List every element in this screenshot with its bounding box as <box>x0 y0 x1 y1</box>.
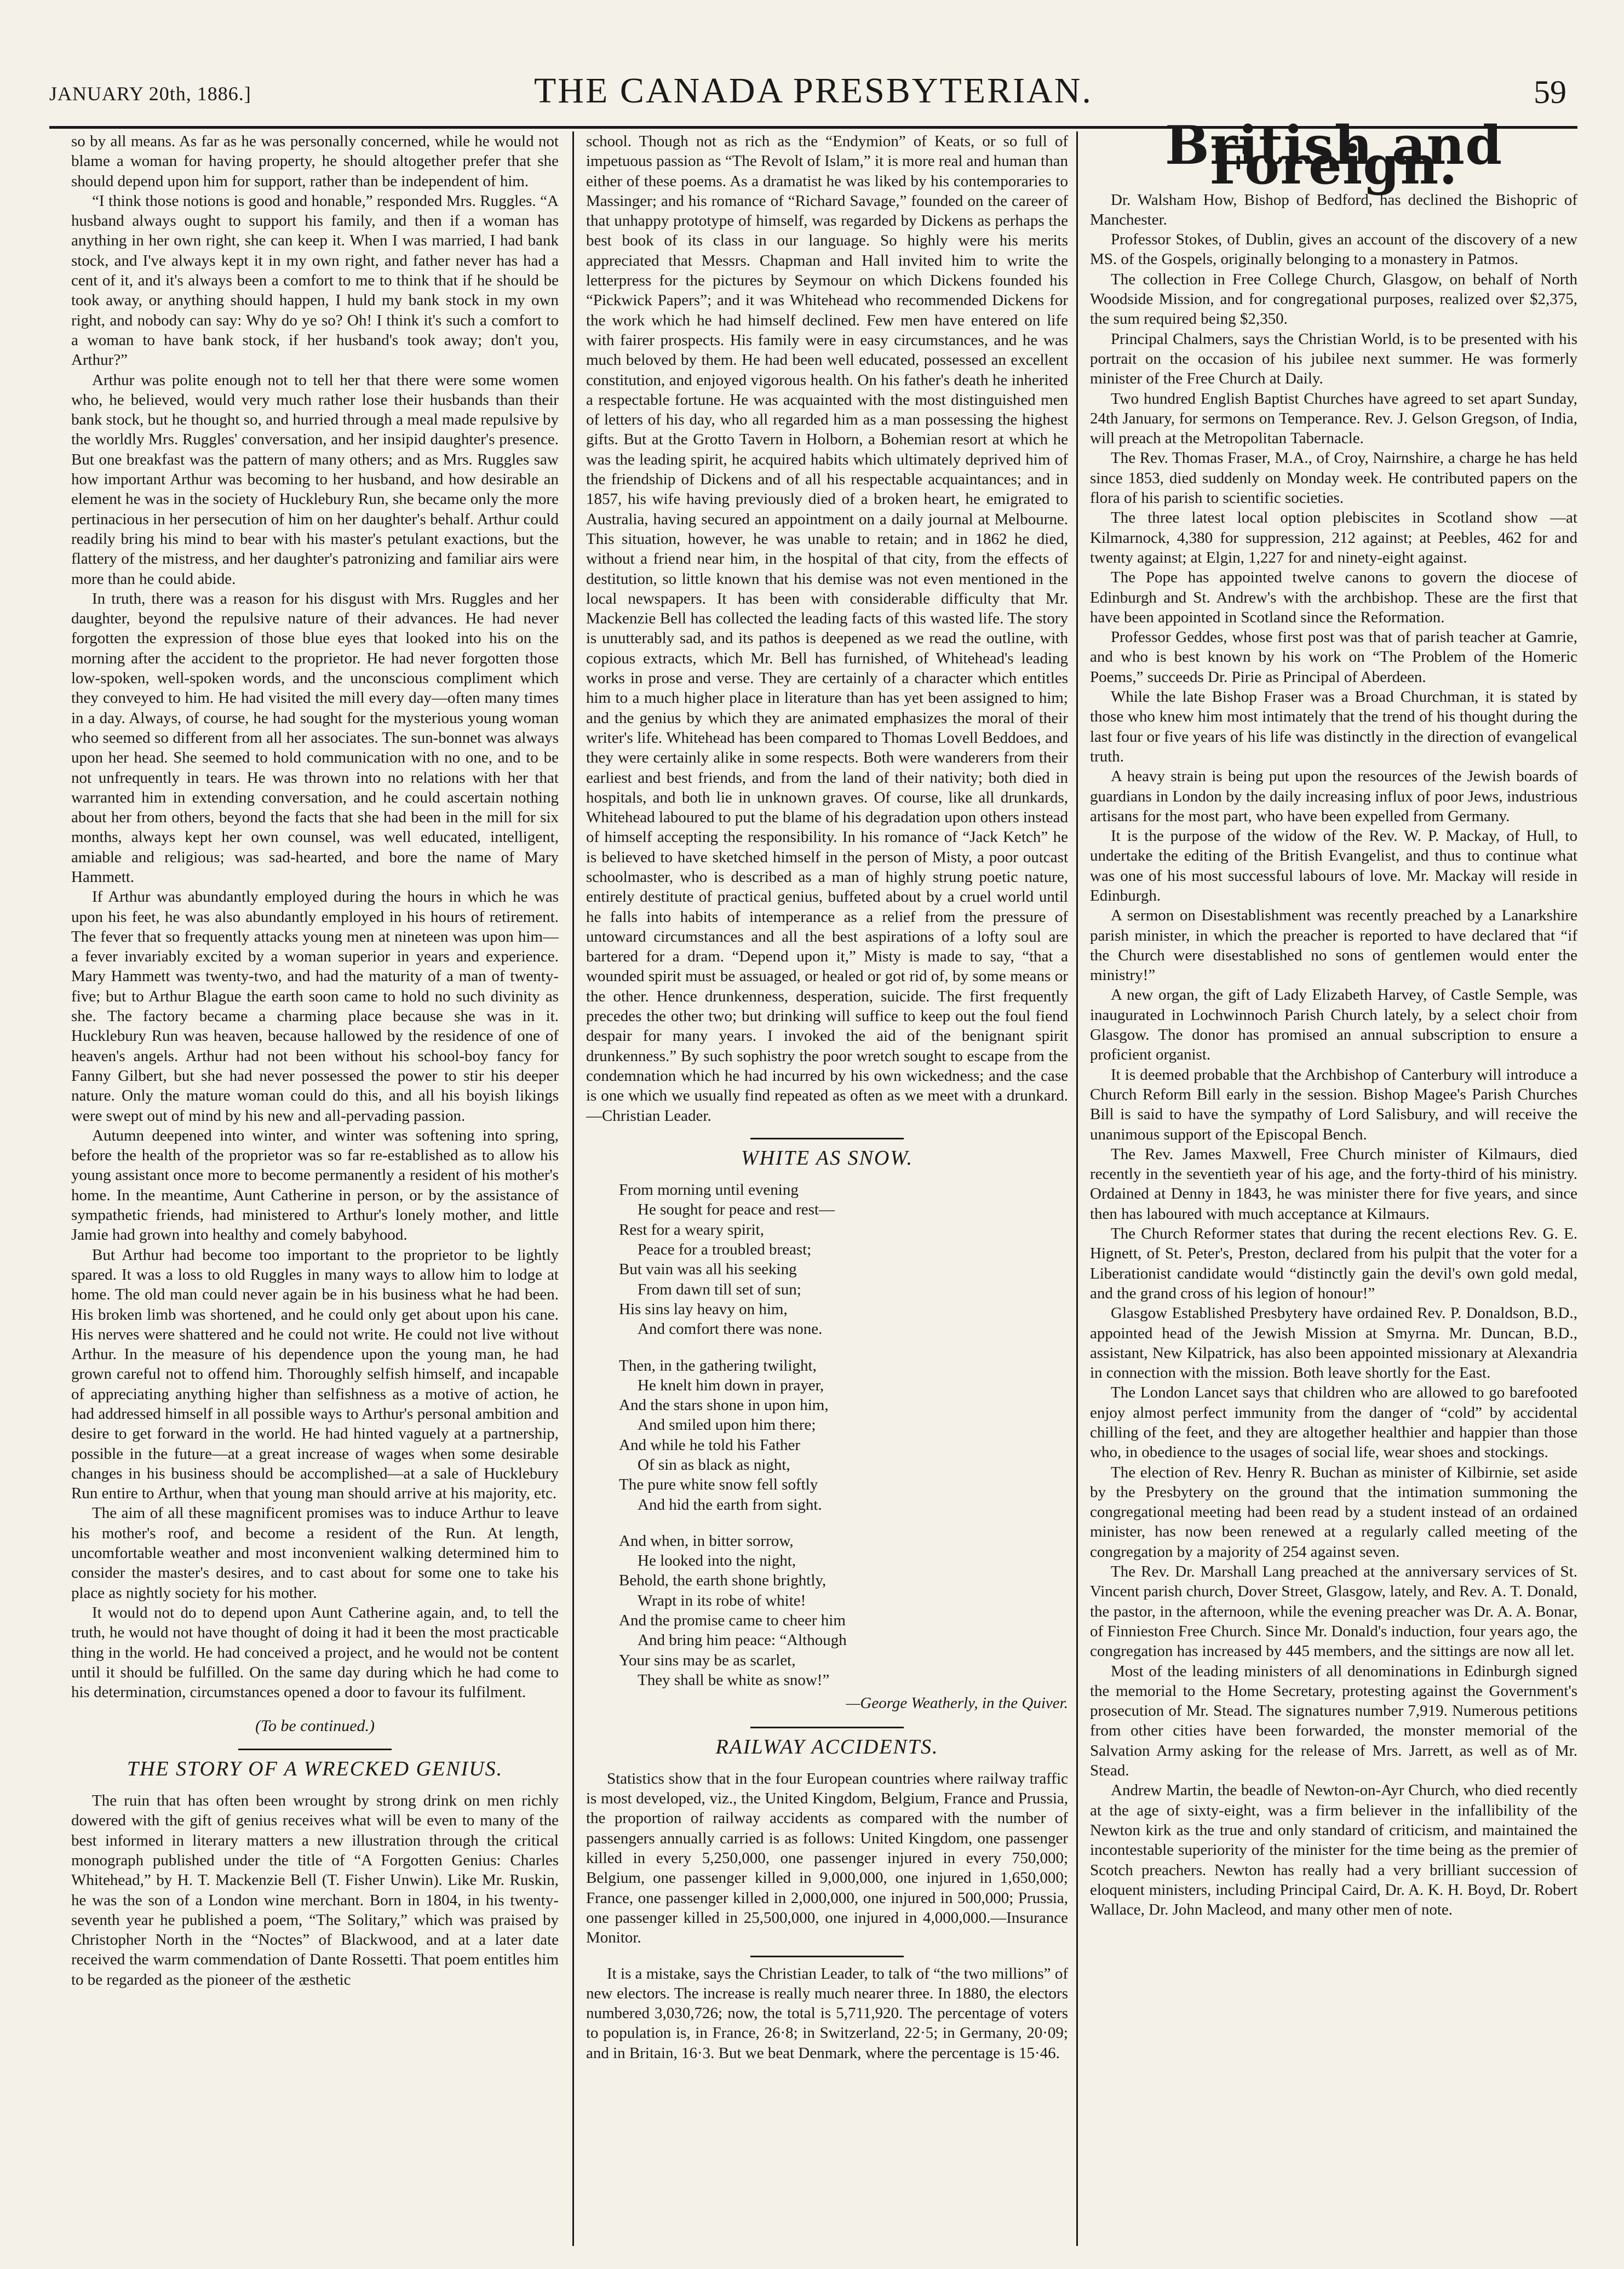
poem-line: He knelt him down in prayer, <box>638 1376 824 1394</box>
paragraph: It would not do to depend upon Aunt Catherine again, and, to tell the truth, he would not have thought of doing it had it been the most practicable thing in the world. He had conceived a project, and he would not be content until it should be fulfilled. On the same day during which he had come to his determination, circumstances opened a door to favour its fulfilment. <box>71 1603 559 1701</box>
to-be-continued: (To be continued.) <box>255 1717 375 1735</box>
masthead-title: THE CANADA PRESBYTERIAN. <box>534 71 1093 111</box>
paragraph: But Arthur had become too important to the proprietor to be lightly spared. It was a loss to old Ruggles in many ways to allow him to lodge at home. The old man could never again be in his business what he had been. His broken limb was shortened, and he could only get about upon his cane. His nerves were shattered and he could not write. He could not live without Arthur. In the measure of his dependence upon the young man, he had grown careful not to offend him. Thoroughly selfish himself, and incapable of appreciating anything higher than selfishness as a motive of action, he had addressed himself in all possible ways to Arthur's personal ambition and desire to get forward in the world. He had hinted vaguely at a partnership, possible in the future—at a great increase of wages when some desirable changes in his business should be accomplished—at a sale of Hucklebury Run entire to Arthur, when that young man should arrive at his majority, etc. <box>71 1246 559 1503</box>
paragraph: It is a mistake, says the Christian Leader, to talk of “the two millions” of new electors. The increase is really much nearer three. In 1880, the electors numbered 3,030,726; now, the total is 5,711,920. The percentage of voters to population is, in France, 26·8; in Switzerland, 22·5; in Germany, 20·09; and in Britain, 16·3. But we beat Denmark, where the percentage is 15·46. <box>586 1964 1068 2062</box>
poem-line: From dawn till set of sun; <box>638 1280 801 1298</box>
section-rule <box>750 1727 904 1728</box>
paragraph: “I think those notions is good and honable,” responded Mrs. Ruggles. “A husband always ought to support his family, and then if a woman has anything in her own right, she can keep it. When I was married, I had bank stock, and I've always kept it in my own right, and father never has had a cent of it, and it's always been a comfort to me to think that if he should be took away, or anything should happen, I huld my bank stock in my own right, and nobody can say: Why do ye so? Oh! I think it's such a comfort to a woman to have bank stock, if her husband's took away; don't you, Arthur?” <box>71 192 559 369</box>
issue-date: JANUARY 20th, 1886.] <box>49 83 251 105</box>
poem-line: And when, in bitter sorrow, <box>619 1532 794 1550</box>
page-number: 59 <box>1534 74 1566 110</box>
news-item: The Pope has appointed twelve canons to govern the diocese of Edinburgh and St. Andrew's with the archbishop. These are the first that have been appointed in Scotland since the Reformation. <box>1090 569 1577 626</box>
news-item: The collection in Free College Church, Glasgow, on behalf of North Woodside Mission, and for congregational purposes, realized over $2,375, the sum required being $2,350. <box>1090 270 1577 328</box>
poem-line: Behold, the earth shone brightly, <box>619 1572 827 1590</box>
poem-line: But vain was all his seeking <box>619 1260 797 1279</box>
poem-line: And while he told his Father <box>619 1436 801 1454</box>
news-item: Principal Chalmers, says the Christian World, is to be presented with his portrait on the occasion of his jubilee next summer. He was formerly minister of the Free Church at Daily. <box>1090 330 1577 388</box>
column-divider <box>572 131 574 2246</box>
news-item: Professor Geddes, whose first post was that of parish teacher at Gamrie, and who is best known by his work on “The Problem of the Homeric Poems,” succeeds Dr. Pirie as Principal of Aberdeen. <box>1090 628 1577 686</box>
news-item: Two hundred English Baptist Churches have agreed to set apart Sunday, 24th January, for sermons on Temperance. Rev. J. Gelson Gregson, of India, will preach at the Metropolitan Tabernacle. <box>1090 389 1577 448</box>
news-item: The three latest local option plebiscites in Scotland show —at Kilmarnock, 4,380 for suppression, 212 against; at Peebles, 462 for and twenty against; at Elgin, 1,227 for and ninety-eight against. <box>1090 509 1577 566</box>
news-item: The election of Rev. Henry R. Buchan as minister of Kilbirnie, set aside by the Presbytery on the ground that the intimation summoning the congregational meeting had been read by a student instead of an ordained minister, has now been renewed at a regularly called meeting of the congregation by a majority of 254 against seven. <box>1090 1463 1577 1561</box>
news-item: The Rev. James Maxwell, Free Church minister of Kilmaurs, died recently in the seventieth year of his age, and the forty-third of his ministry. Ordained at Denny in 1843, he was minister there for five years, and since then has laboured with much acceptance at Kilmaurs. <box>1090 1145 1577 1223</box>
poem-line: And comfort there was none. <box>638 1320 823 1338</box>
paragraph: school. Though not as rich as the “Endymion” of Keats, or so full of impetuous passion as “The Revolt of Islam,” it is more real and human than either of these poems. As a dramatist he was liked by his contemporaries to Massinger; and his romance of “Richard Savage,” founded on the career of that unhappy prototype of himself, was regarded by Dickens as perhaps the best book of its class in our language. So highly were his merits appreciated that Messrs. Chapman and Hall invited him to write the letterpress for the pictures by Seymour on which Dickens founded his “Pickwick Papers”; and it was Whitehead who recommended Dickens for the work which he had himself declined. Few men have entered on life with fairer prospects. His family were in easy circumstances, and he was much beloved by them. He had been well educated, possessed an excellent constitution, and enjoyed vigorous health. On his father's death he inherited a respectable fortune. He was acquainted with the most distinguished men of letters of his day, who all regarded him as a man possessing the highest gifts. But at the Grotto Tavern in Holborn, a Bohemian resort at which he was the leading spirit, he acquired habits which ultimately deprived him of the friendship of Dickens and of all his respectable acquaintances; and in 1857, his wife having previously died of a broken heart, he emigrated to Australia, having secured an appointment on a daily journal at Melbourne. This situation, however, he was unable to retain; and in 1862 he died, without a friend near him, in the hospital of that city, from the effects of destitution, so little known that his demise was not even mentioned in the local newspapers. It has been with considerable difficulty that Mr. Mackenzie Bell has collected the leading facts of this wasted life. The story is unutterably sad, and its pathos is deepened as we read the outline, with copious extracts, which Mr. Bell has furnished, of Whitehead's leading works in prose and verse. They are certainly of a character which entitles him to a much higher place in literature than has yet been assigned to him; and the genius by which they are animated emphasizes the moral of their writer's life. Whitehead has been compared to Thomas Lovell Beddoes, and they were certainly alike in some respects. Both were wanderers from their earliest and best friends, and from the land of their nativity; both died in hospitals, and both lie in unknown graves. Of course, like all drunkards, Whitehead laboured to put the blame of his degradation upon others instead of himself accepting the responsibility. In his romance of “Jack Ketch” he is believed to have sketched himself in the person of Misty, a poor outcast schoolmaster, who is described as a man of highly strung poetic nature, entirely destitute of practical genius, buffeted about by a cruel world until he falls into habits of intemperance as a relief from the pressure of untoward circumstances and all the best aspirations of a lofty soul are bartered for a dram. “Depend upon it,” Misty is made to say, “that a wounded spirit must be assuaged, or healed or got rid of, by some means or the other. Hence drunkenness, desperation, suicide. The first frequently precedes the other two; but drinking will suffice to keep out the foul fiend despair for many years. I invoked the aid of the benignant spirit drunkenness.” By such sophistry the poor wretch sought to escape from the condemnation which he had incurred by his own wickedness; and the case is one which we usually find repeated as often as we meet with a drunkard.—Christian Leader. <box>586 133 1068 1125</box>
news-item: The Rev. Thomas Fraser, M.A., of Croy, Nairnshire, a charge he has held since 1853, died suddenly on Monday week. He contributed papers on the flora of his parish to scientific societies. <box>1090 449 1577 507</box>
poem-line: His sins lay heavy on him, <box>619 1300 788 1318</box>
section-rule <box>750 1138 904 1139</box>
paragraph: If Arthur was abundantly employed during the hours in which he was upon his feet, he was also abundantly employed in his hours of retirement. The fever that so frequently attacks young men at nineteen was upon him—a fever invariably excited by a woman superior in years and experience. Mary Hammett was twenty-two, and had the maturity of a man of twenty-five; but to Arthur Blague the earth soon came to hold no such divinity as she. The factory became a charming place because she was in it. Hucklebury Run was heaven, because hallowed by the residence of one of heaven's angels. Arthur had not been without his school-boy fancy for Fanny Gilbert, but she had never possessed the power to stir his deeper nature. Only the mature woman could do this, and all his boyish likings were swept out of mind by his new and all-pervading passion. <box>71 888 559 1125</box>
poem-line: The pure white snow fell softly <box>619 1476 818 1494</box>
poem-line: He sought for peace and rest— <box>638 1201 835 1219</box>
poem-line: From morning until evening <box>619 1181 799 1199</box>
poem-stanza <box>619 1356 1068 1515</box>
paragraph: In truth, there was a reason for his disgust with Mrs. Ruggles and her daughter, beyond the repulsive nature of their advances. He had never forgotten the expression of those blue eyes that looked into his on the morning after the accident to the proprietor. He had never forgotten those low-spoken, well-spoken words, and the unconscious compliment which they conveyed to him. He had visited the mill every day—often many times in a day. Always, of course, he had sought for the mysterious young woman who seemed so different from all her associates. The sun-bonnet was always upon her head. She seemed to hold communication with no one, and to be not unfrequently in tears. He was thrown into no relations with her that warranted him in extending conversation, and he could ascertain nothing about her from others, beyond the facts that she had been in the mill for six months, always kept her own counsel, was well educated, intelligent, amiable and religious; was sad-hearted, and bore the name of Mary Hammett. <box>71 589 559 886</box>
poem-attribution: —George Weatherly, in the Quiver. <box>846 1694 1068 1712</box>
news-item: A new organ, the gift of Lady Elizabeth Harvey, of Castle Semple, was inaugurated in Lochwinnoch Parish Church lately, by a select choir from Glasgow. The donor has promised an annual subscription to ensure a proficient organist. <box>1090 986 1577 1064</box>
news-item: A heavy strain is being put upon the resources of the Jewish boards of guardians in London by the daily increasing influx of poor Jews, industrious artisans for the most part, who have been expelled from Germany. <box>1090 767 1577 825</box>
news-item: It is the purpose of the widow of the Rev. W. P. Mackay, of Hull, to undertake the editing of the British Evangelist, and thus to continue what was one of his most successful labours of love. Mr. Mackay will reside in Edinburgh. <box>1090 827 1577 904</box>
page-header <box>49 66 1577 115</box>
paragraph: The aim of all these magnificent promises was to induce Arthur to leave his mother's roof, and become a resident of the Run. At length, uncomfortable weather and most inconvenient walking determined him to consider the master's desires, and to cast about for some one to take his place as nightly society for his mother. <box>71 1504 559 1602</box>
poem-line: Then, in the gathering twilight, <box>619 1356 817 1374</box>
news-item: While the late Bishop Fraser was a Broad Churchman, it is stated by those who knew him most intimately that the trend of his thought during the last four or five years of his life was distinctly in the direction of evangelical truth. <box>1090 688 1577 765</box>
column-1 <box>71 131 559 2251</box>
paragraph: Arthur was polite enough not to tell her that there were some women who, he believed, would very much rather lose their husbands than their bank stock, but he thought so, and hurried through a meal made repulsive by the worldly Mrs. Ruggles' conversation, and her insipid daughter's presence. But one breakfast was the pattern of many others; and as Mrs. Ruggles saw how important Arthur was becoming to her husband, and how desirable an element he was in the society of Hucklebury Run, she became only the more pertinacious in her persecution of him on her daughter's behalf. Arthur could readily bring his mind to bear with his master's petulant exactions, but the flattery of the mistress, and her daughter's patronizing and familiar airs were more than he could abide. <box>71 371 559 588</box>
poem-line: Peace for a troubled breast; <box>638 1241 812 1259</box>
section-rule <box>238 1749 392 1750</box>
poem-stanza <box>619 1180 1068 1339</box>
poem-line: And the promise came to cheer him <box>619 1612 846 1630</box>
column-3 <box>1090 114 1577 2251</box>
poem-title: WHITE AS SNOW. <box>741 1146 914 1170</box>
news-item: A sermon on Disestablishment was recently preached by a Lanarkshire parish minister, in which the preacher is reported to have declared that “if the Church were disestablished no sons of gentlemen would enter the ministry!” <box>1090 907 1577 984</box>
poem-line: And smiled upon him there; <box>638 1416 816 1434</box>
paragraph: so by all means. As far as he was personally concerned, while he would not blame a woman for having property, he should altogether prefer that she should depend upon him for support, rather than be independent of him. <box>71 133 559 190</box>
poem-stanza <box>619 1531 1068 1690</box>
poem-line: Rest for a weary spirit, <box>619 1221 764 1239</box>
poem-line: And hid the earth from sight. <box>638 1496 822 1514</box>
column-divider <box>1076 131 1078 2246</box>
news-item: It is deemed probable that the Archbishop of Canterbury will introduce a Church Reform Bill early in the session. Bishop Magee's Parish Churches Bill is said to have the sympathy of Lord Salisbury, and will receive the unanimous support of the Episcopal Bench. <box>1090 1065 1577 1143</box>
column-2 <box>586 131 1068 2251</box>
poem-line: Of sin as black as night, <box>638 1456 790 1474</box>
poem-line: And bring him peace: “Although <box>638 1631 847 1649</box>
section-rule <box>750 1956 904 1957</box>
section-title-wrecked-genius: THE STORY OF A WRECKED GENIUS. <box>127 1757 503 1780</box>
paragraph: The ruin that has often been wrought by strong drink on men richly dowered with the gift of genius receives what will be even to many of the best informed in literary matters a new illustration through the critical monograph published under the title of “A Forgotten Genius: Charles Whitehead,” by H. T. Mackenzie Bell (T. Fisher Unwin). Like Mr. Ruskin, he was the son of a London wine merchant. Born in 1804, in his twenty-seventh year he published a poem, “The Solitary,” which was praised by Christopher North in the “Noctes” of Blackwood, and at a later date received the warm commendation of Dante Rossetti. That poem entitles him to be regarded as the pioneer of the æsthetic <box>71 1792 559 1989</box>
news-item: The Rev. Dr. Marshall Lang preached at the anniversary services of St. Vincent parish church, Dover Street, Glasgow, lately, and Rev. A. T. Donald, the pastor, in the afternoon, while the evening preacher was Dr. A. A. Bonar, of Finnieston Free Church. Since Mr. Donald's induction, four years ago, the congregation has increased by 445 members, and the sittings are now all let. <box>1090 1563 1577 1660</box>
paragraph: Autumn deepened into winter, and winter was softening into spring, before the health of the proprietor was so far re-established as to allow his young assistant once more to become permanently a resident of his mother's home. In the meantime, Aunt Catherine in person, or by the assistance of sympathetic friends, had ministered to Arthur's lonely mother, and little Jamie had grown into healthy and comely babyhood. <box>71 1126 559 1244</box>
poem-line: And the stars shone in upon him, <box>619 1396 829 1414</box>
poem-line: Wrapt in its robe of white! <box>638 1591 806 1609</box>
section-title-railway: RAILWAY ACCIDENTS. <box>715 1735 939 1758</box>
section-title-british-foreign: British and Foreign. <box>1164 114 1503 197</box>
news-item: The London Lancet says that children who are allowed to go barefooted enjoy almost perfect immunity from the danger of “cold” by accidental chilling of the feet, and they are altogether healthier and happier than those who, in obedience to the usages of social life, wear shoes and stockings. <box>1090 1384 1577 1462</box>
news-item: Professor Stokes, of Dublin, gives an account of the discovery of a new MS. of the Gospels, originally belonging to a monastery in Patmos. <box>1090 231 1577 268</box>
news-item: Most of the leading ministers of all denominations in Edinburgh signed the memorial to the Home Secretary, protesting against the Government's prosecution of Mr. Stead. The signatures number 7,919. Numerous petitions from other cities have been forwarded, the monster memorial of the Salvation Army asking for the release of Mrs. Jarrett, as well as of Mr. Stead. <box>1090 1662 1577 1780</box>
poem-line: They shall be white as snow!” <box>638 1671 830 1689</box>
poem-line: He looked into the night, <box>638 1552 796 1570</box>
paragraph: Statistics show that in the four European countries where railway traffic is most developed, viz., the United Kingdom, Belgium, France and Prussia, the proportion of railway accidents as compared with the number of passengers annually carried is as follows: United Kingdom, one passenger killed in every 5,250,000, one passenger injured in every 750,000; Belgium, one passenger killed in 9,000,000, one injured in 1,650,000; France, one passenger killed in 2,000,000, one injured in 500,000; Prussia, one passenger killed in 25,500,000, one injured in 4,000,000.—Insurance Monitor. <box>586 1769 1068 1947</box>
news-item: The Church Reformer states that during the recent elections Rev. G. E. Hignett, of St. Peter's, Preston, declared from his pulpit that the voter for a Liberationist candidate would “distinctly gain the devil's own gold medal, and the grand cross of his legion of honour!” <box>1090 1225 1577 1302</box>
news-item: Glasgow Established Presbytery have ordained Rev. P. Donaldson, B.D., appointed head of the Jewish Mission at Smyrna. Mr. Duncan, B.D., assistant, New Kilpatrick, has also been appointed missionary at Alexandria in connection with the mission. Both leave shortly for the East. <box>1090 1304 1577 1382</box>
news-item: Dr. Walsham How, Bishop of Bedford, has declined the Bishopric of Manchester. <box>1090 191 1577 228</box>
news-item: Andrew Martin, the beadle of Newton-on-Ayr Church, who died recently at the age of sixty-eight, was a firm believer in the infallibility of the Newton kirk as the true and only standard of criticism, and maintained the incontestable superiority of the minister for the time being as the premier of Scotch preachers. Newton has really had a very brilliant succession of eloquent ministers, including Principal Caird, Dr. A. K. H. Boyd, Dr. Robert Wallace, Dr. John Macleod, and many other men of note. <box>1090 1781 1577 1919</box>
poem-line: Your sins may be as scarlet, <box>619 1651 796 1669</box>
